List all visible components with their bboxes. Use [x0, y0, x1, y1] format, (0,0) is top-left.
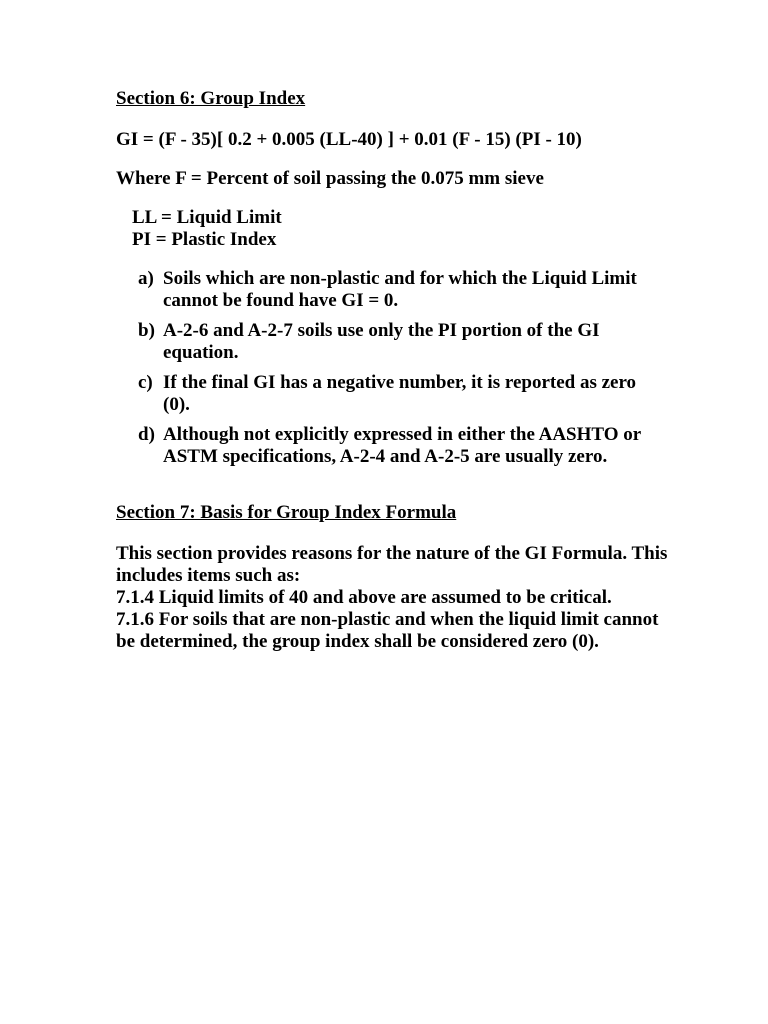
list-item: [138, 320, 658, 364]
section-6-heading: Section 6: Group Index: [116, 88, 306, 109]
section-7: [116, 502, 676, 653]
group-index-formula: GI = (F - 35)[ 0.2 + 0.005 (LL-40) ] + 0.01 (F - 15) (PI - 10): [116, 129, 582, 150]
list-item: [138, 372, 658, 416]
variable-definitions: [132, 207, 676, 251]
section-7-intro: This section provides reasons for the nature of the GI Formula. This includes items such as:: [116, 543, 668, 586]
list-item: [138, 424, 658, 468]
document-page: [116, 88, 676, 653]
list-marker: a): [138, 268, 154, 289]
where-definition: Where F = Percent of soil passing the 0.075 mm sieve: [116, 168, 544, 189]
list-marker: c): [138, 372, 153, 393]
section-7-heading: Section 7: Basis for Group Index Formula: [116, 502, 457, 523]
clause-7-1-6: 7.1.6 For soils that are non-plastic and when the liquid limit cannot be determined, the group index shall be considered zero (0).: [116, 609, 659, 652]
definition-pi: PI = Plastic Index: [132, 229, 277, 250]
list-item: [138, 268, 658, 312]
list-item-text: Soils which are non-plastic and for which the Liquid Limit cannot be found have GI = 0.: [163, 268, 637, 311]
list-marker: d): [138, 424, 155, 445]
list-marker: b): [138, 320, 155, 341]
gi-notes-list: [138, 268, 658, 468]
section-7-body: [116, 543, 676, 653]
list-item-text: If the final GI has a negative number, it is reported as zero (0).: [163, 372, 637, 415]
definition-ll: LL = Liquid Limit: [132, 207, 282, 228]
list-item-text: A-2-6 and A-2-7 soils use only the PI portion of the GI equation.: [163, 320, 600, 363]
list-item-text: Although not explicitly expressed in either the AASHTO or ASTM specifications, A-2-4 and A-2-5 are usually zero.: [163, 424, 641, 467]
clause-7-1-4: 7.1.4 Liquid limits of 40 and above are assumed to be critical.: [116, 587, 612, 608]
